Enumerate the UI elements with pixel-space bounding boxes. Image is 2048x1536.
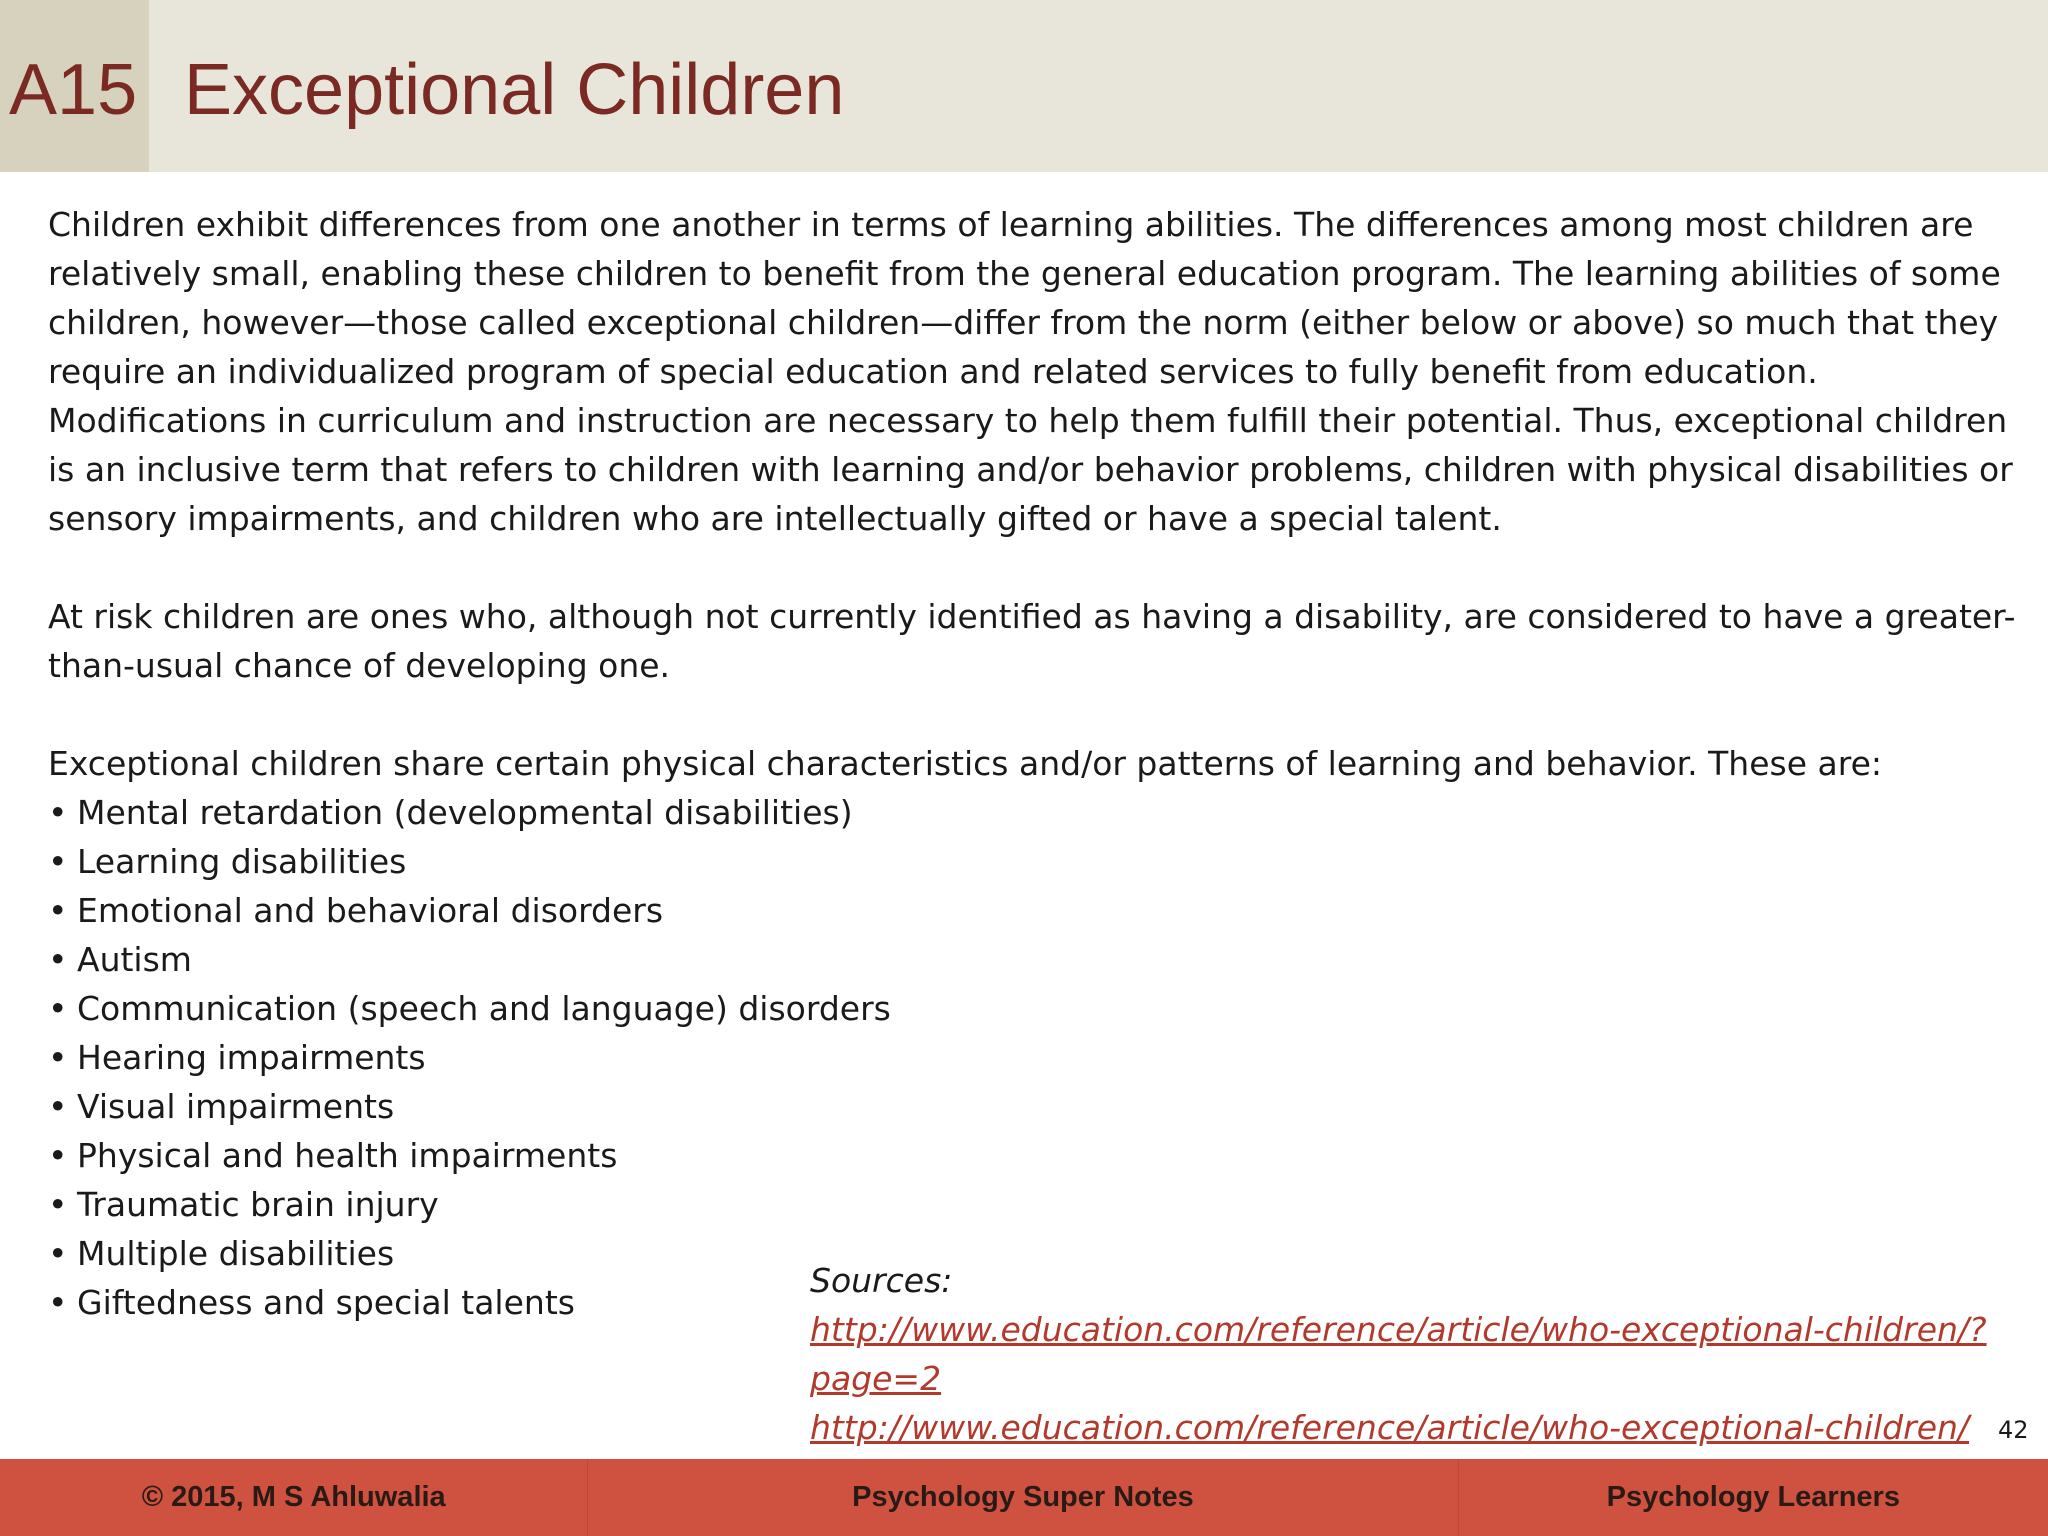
- list-item-label: Communication (speech and language) disorders: [77, 989, 891, 1028]
- bullet-icon: •: [48, 1283, 68, 1322]
- slide-header: [0, 0, 2048, 172]
- list-item: [48, 886, 2018, 935]
- list-item-label: Mental retardation (developmental disabilities): [77, 793, 853, 832]
- footer-right-title: Psychology Learners: [1606, 1481, 1900, 1513]
- bullet-icon: •: [48, 940, 68, 979]
- list-item: [48, 1131, 2018, 1180]
- slide-number-box: [0, 0, 149, 172]
- bullet-icon: •: [48, 891, 68, 930]
- list-item: [48, 1082, 2018, 1131]
- list-item-label: Autism: [77, 940, 192, 979]
- bullet-icon: •: [48, 793, 68, 832]
- characteristics-list: [48, 788, 2018, 1327]
- at-risk-paragraph: At risk children are ones who, although not currently identified as having a disability, are considered to have a greater-than-usual chance of developing one.: [48, 597, 2016, 685]
- footer-center-title: Psychology Super Notes: [588, 1459, 1458, 1536]
- list-item-label: Visual impairments: [77, 1087, 395, 1126]
- list-item: [48, 788, 2018, 837]
- list-item: [48, 935, 2018, 984]
- bullet-icon: •: [48, 1038, 68, 1077]
- paragraph-spacer: [48, 690, 2018, 739]
- list-item: [48, 837, 2018, 886]
- source-link[interactable]: http://www.education.com/reference/article/who-exceptional-children/?page=2: [810, 1310, 1987, 1398]
- list-item-label: Traumatic brain injury: [77, 1185, 439, 1224]
- slide-footer: [0, 1459, 2048, 1536]
- list-item-label: Multiple disabilities: [77, 1234, 395, 1273]
- bullet-icon: •: [48, 842, 68, 881]
- bullet-icon: •: [48, 989, 68, 1028]
- slide-section-number: A15: [9, 50, 138, 130]
- slide-body: [48, 200, 2018, 1327]
- list-item-label: Hearing impairments: [77, 1038, 426, 1077]
- bullet-icon: •: [48, 1136, 68, 1175]
- bullet-icon: •: [48, 1185, 68, 1224]
- source-link[interactable]: http://www.education.com/reference/article/who-exceptional-children/: [810, 1408, 1970, 1447]
- page-number: 42: [1998, 1416, 2029, 1444]
- characteristics-intro: Exceptional children share certain physical characteristics and/or patterns of learning and behavior. These are:: [48, 744, 1882, 783]
- slide-title: Exceptional Children: [184, 50, 845, 130]
- list-item-label: Giftedness and special talents: [77, 1283, 575, 1322]
- footer-copyright: © 2015, M S Ahluwalia: [0, 1459, 588, 1536]
- list-item-label: Learning disabilities: [77, 842, 407, 881]
- intro-paragraph: Children exhibit differences from one another in terms of learning abilities. The differences among most children are relatively small, enabling these children to benefit from the general education program. The learning abilities of some children, however—those called exceptional children—differ from the norm (either below or above) so much that they require an individualized program of special education and related services to fully benefit from education. Modifications in curriculum and instruction are necessary to help them fulfill their potential. Thus, exceptional children is an inclusive term that refers to children with learning and/or behavior problems, children with physical disabilities or sensory impairments, and children who are intellectually gifted or have a special talent.: [48, 205, 2013, 538]
- bullet-icon: •: [48, 1087, 68, 1126]
- sources-block: [810, 1256, 2000, 1452]
- bullet-icon: •: [48, 1234, 68, 1273]
- list-item-label: Emotional and behavioral disorders: [77, 891, 664, 930]
- list-item: [48, 1033, 2018, 1082]
- paragraph-spacer: [48, 543, 2018, 592]
- list-item: [48, 984, 2018, 1033]
- sources-label: Sources:: [810, 1261, 953, 1300]
- list-item-label: Physical and health impairments: [77, 1136, 618, 1175]
- list-item: [48, 1180, 2018, 1229]
